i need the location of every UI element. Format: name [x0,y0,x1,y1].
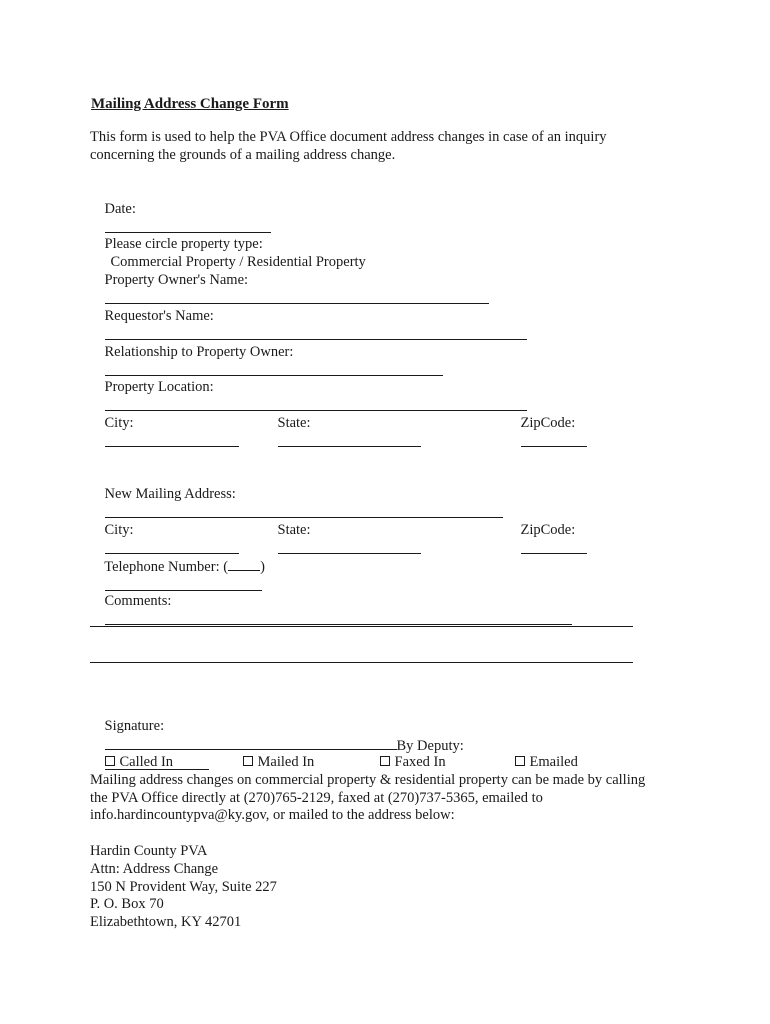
state2-field[interactable] [278,539,421,554]
state2-label: State: [277,522,311,538]
intro-text-line-2: concerning the grounds of a mailing address change. [90,147,396,163]
area-code-field[interactable] [228,556,260,571]
relationship-label: Relationship to Property Owner: [104,344,294,360]
new-mailing-label: New Mailing Address: [104,486,236,502]
comments-field[interactable] [105,610,572,625]
address-line: Elizabethtown, KY 42701 [90,914,242,930]
zip2-label: ZipCode: [520,522,576,538]
intro-text-line-1: This form is used to help the PVA Office document address changes in case of an inquiry [90,129,607,145]
comments-line-3[interactable] [90,662,633,663]
zip2-row [506,503,587,577]
city-row [90,396,239,470]
zip2-field[interactable] [521,539,587,554]
checkbox-icon[interactable] [105,756,115,766]
signature-label: Signature: [104,718,165,734]
note-line-1: Mailing address changes on commercial property & residential property can be made by calling [90,772,646,788]
checkbox-icon[interactable] [515,756,525,766]
method-label: Faxed In [394,754,446,770]
method-label: Mailed In [257,754,315,770]
state2-row [263,503,421,577]
zip-label: ZipCode: [520,415,576,431]
checkbox-icon[interactable] [243,756,253,766]
method-label: Called In [119,754,174,770]
form-title: Mailing Address Change Form [91,96,289,112]
city-label: City: [104,415,134,431]
comments-label: Comments: [104,593,172,609]
city2-label: City: [104,522,134,538]
note-line-2: the PVA Office directly at (270)765-2129, faxed at (270)737-5365, emailed to [90,790,543,806]
zip-row [506,396,587,470]
zip-field[interactable] [521,432,587,447]
state-label: State: [277,415,311,431]
state-row [263,396,421,470]
telephone-label: Telephone Number: ( [104,559,229,575]
state-field[interactable] [278,432,421,447]
note-line-3: info.hardincountypva@ky.gov, or mailed to the address below: [90,807,455,823]
property-location-label: Property Location: [104,379,214,395]
requestor-name-label: Requestor's Name: [104,308,214,324]
address-line: Hardin County PVA [90,843,208,859]
address-line: Attn: Address Change [90,861,219,877]
address-line: P. O. Box 70 [90,896,164,912]
property-type-label: Please circle property type: [104,236,263,252]
date-label: Date: [104,201,136,217]
property-type-options[interactable]: Commercial Property / Residential Property [110,254,366,270]
telephone-paren: ) [260,559,265,575]
owner-name-label: Property Owner's Name: [104,272,249,288]
checkbox-icon[interactable] [380,756,390,766]
comments-row [90,574,572,648]
by-deputy-label: By Deputy: [396,738,464,754]
city-field[interactable] [105,432,239,447]
method-label: Emailed [529,754,578,770]
address-line: 150 N Provident Way, Suite 227 [90,879,277,895]
comments-line-2[interactable] [90,626,633,627]
